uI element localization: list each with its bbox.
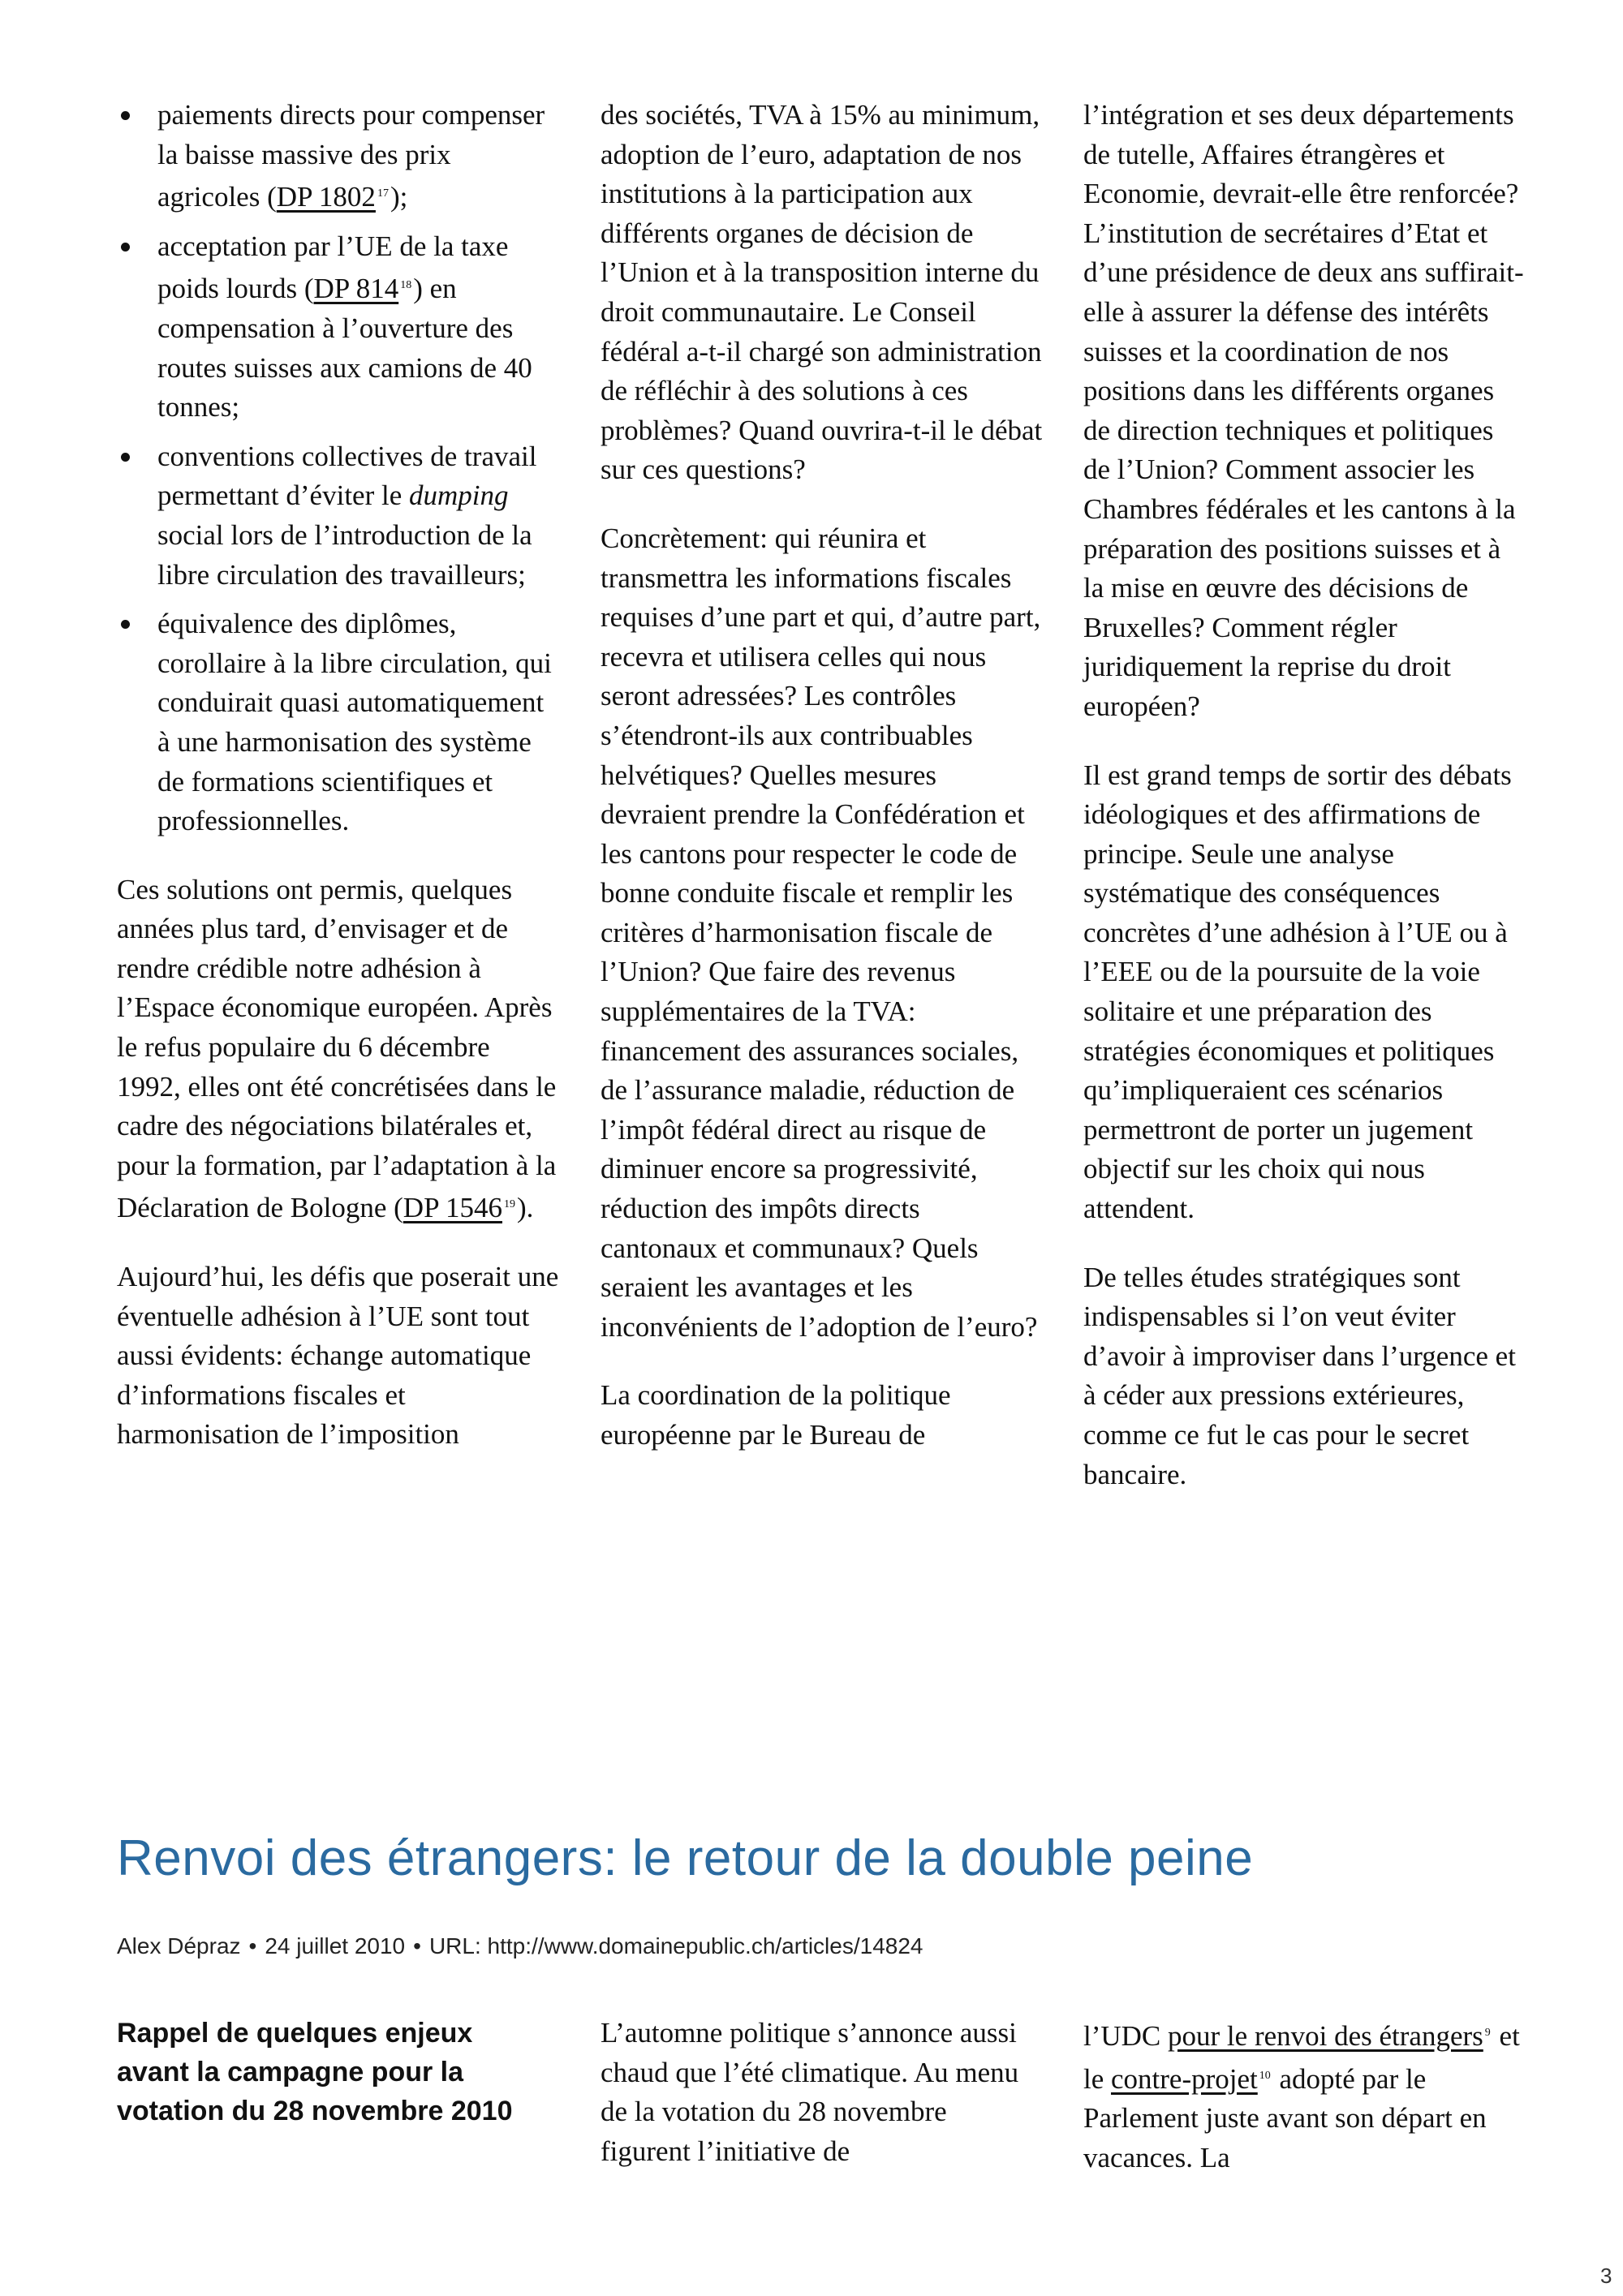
page-number: 3 [1600,2264,1612,2288]
byline [117,1933,923,1959]
paragraph: des sociétés, TVA à 15% au minimum, adoption de l’euro, adaptation de nos institutions à la participation aux différents organes de décision de l’Union et à la transposition interne du droit communautaire. Le Conseil fédéral a-t-il chargé son administration de réfléchir à des solutions à ces problèmes? Quand ouvrira-t-il le débat sur ces questions? [601,99,1043,486]
footnote-marker: 18 [400,279,412,292]
column-2 [601,96,1043,1485]
bullet-list [117,96,559,841]
article-lead: Rappel de quelques enjeux avant la campagne pour la votation du 28 novembre 2010 [117,2018,513,2126]
paragraph: Il est grand temps de sortir des débats idéologiques et des affirmations de principe. Seule une analyse systématique des conséquences concrètes d’une adhésion à l’UE ou à l’EEE ou de la poursuite de la voie solitaire et une préparation des stratégies économiques et politiques qu’impliqueraient ces scénarios permettront de porter un jugement objectif sur les choix qui nous attendent. [1083,759,1512,1225]
link-renvoi-etrangers[interactable]: pour le renvoi des étrangers [1168,2020,1483,2052]
article-url-link[interactable]: http://www.domainepublic.ch/articles/14824 [487,1933,923,1958]
emphasis: dumping [409,479,509,512]
paragraph: L’automne politique s’annonce aussi chaud que l’été climatique. Au menu de la votation du 28 novembre figurent l’initiative de [601,2017,1019,2167]
paragraph: l’UDC pour le renvoi des étrangers $^9$ et le contre-projet $^{10}$ adopté par le Parlement juste avant son départ en vacances. La [1083,2020,1520,2173]
paragraph: La coordination de la politique européenne par le Bureau de [601,1379,951,1451]
column-3 [1083,96,1526,1524]
list-item: conventions collectives de travail permettant d’éviter le dumping social lors de l’introduction de la libre circulation des travailleurs; [117,437,559,595]
publication-date: 24 juillet 2010 [265,1933,406,1958]
bullet-icon [121,243,130,252]
url-label: URL: [428,1933,481,1958]
footnote-marker: 19 [504,1198,515,1211]
footnote-marker: 9 [1484,2027,1491,2039]
bullet-icon [121,453,130,462]
author: Alex Dépraz [117,1933,241,1958]
column-1 [117,96,559,1484]
bullet-icon [121,620,130,629]
link-dp-814[interactable]: DP 814 [313,273,399,305]
list-item: paiements directs pour compenser la baisse massive des prix agricoles (DP 1802 $^{17}$); [117,96,559,217]
list-item: acceptation par l’UE de la taxe poids lourds (DP 814 $^{18}$) en compensation à l’ouverture des routes suisses aux camions de 40 tonnes; [117,227,559,428]
paragraph: Aujourd’hui, les défis que poserait une éventuelle adhésion à l’UE sont tout aussi évidents: échange automatique d’informations fiscales et harmonisation de l’imposition [117,1261,559,1451]
paragraph: l’intégration et ses deux départements de tutelle, Affaires étrangères et Economie, devrait-elle être renforcée? L’institution de secrétaires d’Etat et d’une présidence de deux ans suffirait-elle à assurer la défense des intérêts suisses et la coordination de nos positions dans les différents organes de direction techniques et politiques de l’Union? Comment associer les Chambres fédérales et les cantons à la préparation des positions suisses et à la mise en œuvre des décisions de Bruxelles? Comment régler juridiquement la reprise du droit européen? [1083,99,1524,722]
separator: • [248,1933,257,1958]
paragraph: Ces solutions ont permis, quelques années plus tard, d’envisager et de rendre crédible notre adhésion à l’Espace économique européen. Après le refus populaire du 6 décembre 1992, elles ont été concrétisées dans le cadre des négociations bilatérales et, pour la formation, par l’adaptation à la Déclaration de Bologne (DP 1546 $^{19}$). [117,873,557,1224]
link-dp-1546[interactable]: DP 1546 [403,1192,502,1224]
link-dp-1802[interactable]: DP 1802 [276,181,376,213]
footnote-marker: 17 [377,187,389,200]
separator: • [413,1933,421,1958]
list-item: équivalence des diplômes, corollaire à la libre circulation, qui conduirait quasi automatiquement à une harmonisation des système de formations scientifiques et professionnelles. [117,604,559,841]
article-title: Renvoi des étrangers: le retour de la double peine [117,1830,1254,1886]
footnote-marker: 10 [1259,2069,1271,2082]
link-contre-projet[interactable]: contre-projet [1111,2062,1258,2095]
paragraph: Concrètement: qui réunira et transmettra les informations fiscales requises d’une part et qui, d’autre part, recevra et utilisera celles qui nous seront adressées? Les contrôles s’étendront-ils aux contribuables helvétiques? Quelles mesures devraient prendre la Confédération et les cantons pour respecter le code de bonne conduite fiscale et remplir les critères d’harmonisation fiscale de l’Union? Que faire des revenus supplémentaires de la TVA: financement des assurances sociales, de l’assurance maladie, réduction de l’impôt fédéral direct au risque de diminuer encore sa progressivité, réduction des impôts directs cantonaux et communaux? Quels seraient les avantages et les inconvénients de l’adoption de l’euro? [601,522,1041,1343]
paragraph: De telles études stratégiques sont indispensables si l’on veut éviter d’avoir à improviser dans l’urgence et à céder aux pressions extérieures, comme ce fut le cas pour le secret bancaire. [1083,1261,1516,1490]
bullet-icon [121,111,130,120]
article-column-3 [1083,2014,1526,2178]
article-column-2 [601,2014,1043,2171]
